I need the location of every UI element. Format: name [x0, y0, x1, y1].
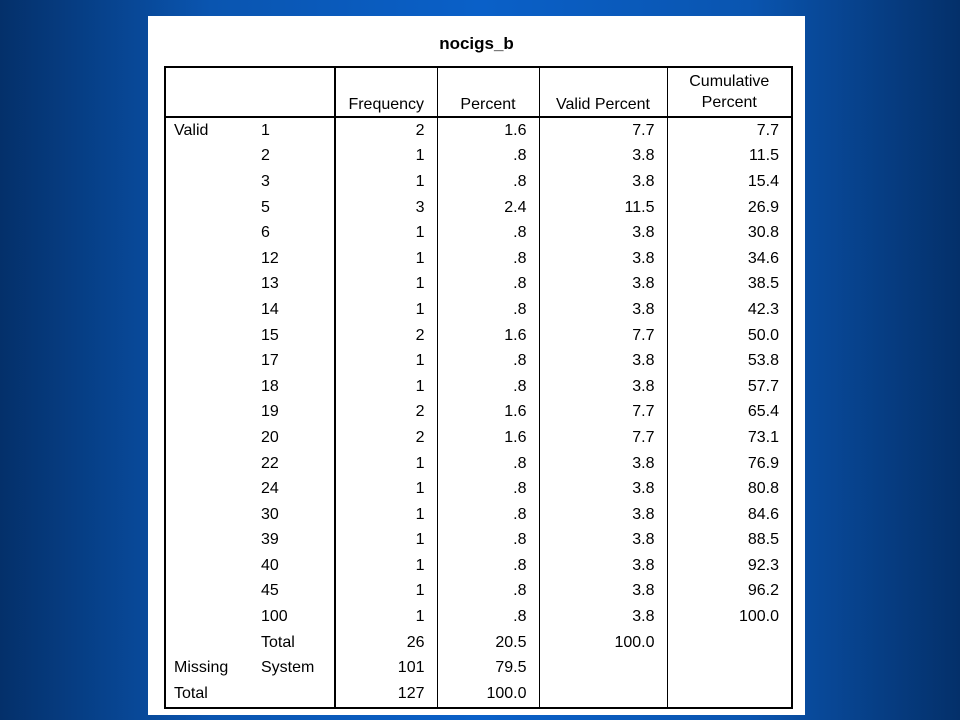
- table-row: [165, 169, 792, 195]
- table-row: [165, 246, 792, 272]
- value-label: 20: [261, 428, 279, 446]
- percent-cell: .8: [437, 297, 539, 323]
- group-label-empty: [165, 348, 253, 374]
- value-label: 19: [261, 403, 279, 421]
- header-corner-cell: [165, 67, 253, 117]
- valid-percent-cell: 3.8: [539, 502, 667, 528]
- frequency-cell: 1: [335, 297, 437, 323]
- value-label: 15: [261, 326, 279, 344]
- frequency-cell: 1: [335, 604, 437, 630]
- frequency-cell: 2: [335, 117, 437, 144]
- percent-cell: 1.6: [437, 400, 539, 426]
- percent-cell: .8: [437, 553, 539, 579]
- percent-cell: .8: [437, 604, 539, 630]
- value-label: 24: [261, 480, 279, 498]
- valid-percent-cell: 7.7: [539, 425, 667, 451]
- frequency-cell: 1: [335, 144, 437, 170]
- frequency-cell: 101: [335, 655, 437, 681]
- valid-percent-cell: 3.8: [539, 348, 667, 374]
- cumulative-percent-cell: 100.0: [667, 604, 792, 630]
- group-label-empty: [165, 476, 253, 502]
- value-label: 14: [261, 300, 279, 318]
- missing-system-label: System: [261, 659, 315, 677]
- value-label: 6: [261, 224, 270, 242]
- value-label: 17: [261, 352, 279, 370]
- table-title: nocigs_b: [439, 34, 514, 53]
- group-label-empty: [165, 425, 253, 451]
- valid-percent-cell: 3.8: [539, 476, 667, 502]
- group-label-empty: [165, 579, 253, 605]
- cumulative-percent-cell: 42.3: [667, 297, 792, 323]
- cumulative-percent-cell: [667, 681, 792, 708]
- group-label-empty: [165, 169, 253, 195]
- table-row: [165, 297, 792, 323]
- valid-percent-cell: 3.8: [539, 604, 667, 630]
- valid-percent-cell: 3.8: [539, 169, 667, 195]
- valid-percent-cell: 3.8: [539, 451, 667, 477]
- group-label-empty: [165, 502, 253, 528]
- cumulative-percent-cell: 7.7: [667, 117, 792, 144]
- cumulative-percent-cell: 34.6: [667, 246, 792, 272]
- frequency-cell: 1: [335, 502, 437, 528]
- value-label: 13: [261, 275, 279, 293]
- frequency-cell: 1: [335, 528, 437, 554]
- table-row: [165, 476, 792, 502]
- percent-cell: .8: [437, 246, 539, 272]
- valid-percent-cell: 100.0: [539, 630, 667, 656]
- value-label: 100: [261, 608, 288, 626]
- cumulative-percent-cell: 38.5: [667, 272, 792, 298]
- frequency-cell: 1: [335, 553, 437, 579]
- cumulative-percent-cell: 65.4: [667, 400, 792, 426]
- cumulative-percent-cell: 76.9: [667, 451, 792, 477]
- cumulative-percent-cell: 50.0: [667, 323, 792, 349]
- value-label: 1: [261, 121, 270, 139]
- group-label-empty: [165, 323, 253, 349]
- valid-total-row: [165, 630, 792, 656]
- frequency-cell: 1: [335, 348, 437, 374]
- valid-percent-cell: 3.8: [539, 297, 667, 323]
- percent-cell: 20.5: [437, 630, 539, 656]
- percent-cell: .8: [437, 528, 539, 554]
- cumulative-percent-cell: 57.7: [667, 374, 792, 400]
- value-label: 22: [261, 454, 279, 472]
- group-label-empty: [165, 195, 253, 221]
- value-label: 5: [261, 198, 270, 216]
- group-label-empty: [165, 220, 253, 246]
- cumulative-percent-cell: 88.5: [667, 528, 792, 554]
- percent-cell: 2.4: [437, 195, 539, 221]
- frequency-cell: 3: [335, 195, 437, 221]
- cumulative-percent-cell: 11.5: [667, 144, 792, 170]
- percent-cell: .8: [437, 169, 539, 195]
- cumulative-percent-cell: [667, 630, 792, 656]
- frequency-cell: 1: [335, 579, 437, 605]
- valid-percent-cell: [539, 681, 667, 708]
- percent-cell: 79.5: [437, 655, 539, 681]
- value-label: 40: [261, 556, 279, 574]
- valid-percent-cell: 3.8: [539, 579, 667, 605]
- group-label-empty: [165, 246, 253, 272]
- group-label-empty: [165, 553, 253, 579]
- valid-percent-cell: 3.8: [539, 220, 667, 246]
- value-label: 39: [261, 531, 279, 549]
- frequency-cell: 1: [335, 169, 437, 195]
- cumulative-percent-cell: 96.2: [667, 579, 792, 605]
- table-row: [165, 220, 792, 246]
- group-label-valid: Valid: [165, 117, 253, 144]
- frequency-cell: 2: [335, 400, 437, 426]
- header-frequency: Frequency: [335, 67, 437, 117]
- group-label-empty: [165, 451, 253, 477]
- group-label-empty: [165, 297, 253, 323]
- valid-percent-cell: 3.8: [539, 144, 667, 170]
- slide-panel: [148, 16, 805, 715]
- valid-percent-cell: [539, 655, 667, 681]
- table-row: [165, 425, 792, 451]
- percent-cell: 1.6: [437, 425, 539, 451]
- frequency-cell: 1: [335, 374, 437, 400]
- percent-cell: .8: [437, 451, 539, 477]
- frequency-cell: 127: [335, 681, 437, 708]
- frequency-cell: 1: [335, 246, 437, 272]
- percent-cell: .8: [437, 502, 539, 528]
- percent-cell: .8: [437, 579, 539, 605]
- group-label-missing: Missing: [165, 655, 253, 681]
- cumulative-percent-cell: 53.8: [667, 348, 792, 374]
- value-label: 18: [261, 377, 279, 395]
- table-row: [165, 374, 792, 400]
- group-label-empty: [165, 144, 253, 170]
- table-row: [165, 323, 792, 349]
- header-percent: Percent: [437, 67, 539, 117]
- valid-percent-cell: 3.8: [539, 246, 667, 272]
- table-row: [165, 144, 792, 170]
- valid-percent-cell: 3.8: [539, 272, 667, 298]
- percent-cell: 100.0: [437, 681, 539, 708]
- header-cumulative-percent: Cumulative Percent: [667, 67, 792, 117]
- missing-row: [165, 655, 792, 681]
- value-label: 30: [261, 505, 279, 523]
- percent-cell: 1.6: [437, 323, 539, 349]
- percent-cell: .8: [437, 144, 539, 170]
- frequency-cell: 1: [335, 451, 437, 477]
- frequency-cell: 1: [335, 476, 437, 502]
- table-row: [165, 117, 792, 144]
- table-row: [165, 195, 792, 221]
- percent-cell: .8: [437, 272, 539, 298]
- table-row: [165, 400, 792, 426]
- value-label: 12: [261, 249, 279, 267]
- percent-cell: .8: [437, 348, 539, 374]
- header-valid-percent: Valid Percent: [539, 67, 667, 117]
- cumulative-percent-cell: 26.9: [667, 195, 792, 221]
- valid-percent-cell: 7.7: [539, 117, 667, 144]
- table-row: [165, 502, 792, 528]
- valid-percent-cell: 3.8: [539, 374, 667, 400]
- group-label-empty: [165, 528, 253, 554]
- grand-total-label: Total: [165, 681, 335, 708]
- table-row: [165, 348, 792, 374]
- frequency-cell: 2: [335, 425, 437, 451]
- valid-percent-cell: 7.7: [539, 400, 667, 426]
- frequency-cell: 2: [335, 323, 437, 349]
- cumulative-percent-cell: 80.8: [667, 476, 792, 502]
- frequency-cell: 1: [335, 220, 437, 246]
- group-label-empty: [165, 630, 253, 656]
- group-label-empty: [165, 604, 253, 630]
- percent-cell: .8: [437, 476, 539, 502]
- valid-total-label: Total: [261, 633, 295, 651]
- valid-percent-cell: 3.8: [539, 553, 667, 579]
- cumulative-percent-cell: 73.1: [667, 425, 792, 451]
- group-label-empty: [165, 272, 253, 298]
- cumulative-percent-cell: 30.8: [667, 220, 792, 246]
- percent-cell: 1.6: [437, 117, 539, 144]
- frequency-table: [164, 66, 793, 709]
- value-label: 3: [261, 172, 270, 190]
- valid-percent-cell: 7.7: [539, 323, 667, 349]
- header-corner-cell: [253, 67, 335, 117]
- table-row: [165, 553, 792, 579]
- frequency-cell: 26: [335, 630, 437, 656]
- table-row: [165, 528, 792, 554]
- cumulative-percent-cell: 15.4: [667, 169, 792, 195]
- cumulative-percent-cell: 84.6: [667, 502, 792, 528]
- percent-cell: .8: [437, 374, 539, 400]
- value-label: 45: [261, 582, 279, 600]
- grand-total-row: [165, 681, 792, 708]
- table-row: [165, 579, 792, 605]
- value-label: 2: [261, 147, 270, 165]
- table-row: [165, 604, 792, 630]
- cumulative-percent-cell: 92.3: [667, 553, 792, 579]
- table-row: [165, 451, 792, 477]
- table-row: [165, 272, 792, 298]
- frequency-cell: 1: [335, 272, 437, 298]
- group-label-empty: [165, 374, 253, 400]
- header-row: [165, 67, 792, 117]
- percent-cell: .8: [437, 220, 539, 246]
- valid-percent-cell: 3.8: [539, 528, 667, 554]
- cumulative-percent-cell: [667, 655, 792, 681]
- valid-percent-cell: 11.5: [539, 195, 667, 221]
- group-label-empty: [165, 400, 253, 426]
